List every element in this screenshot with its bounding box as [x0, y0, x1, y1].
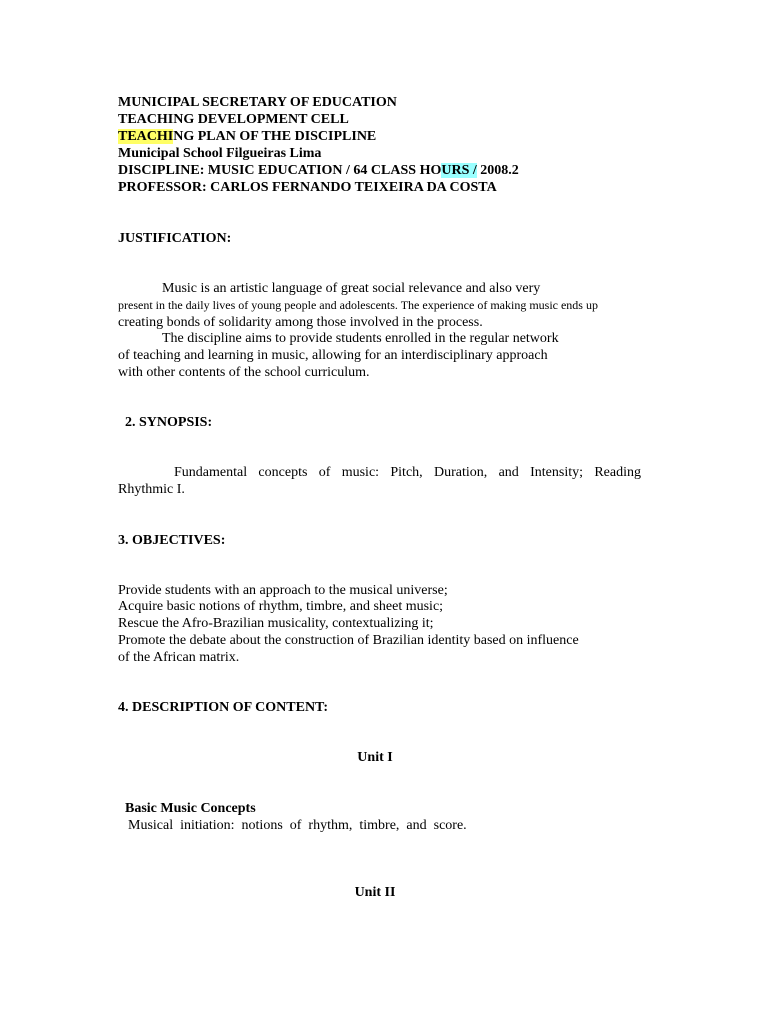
- objective-item-4: Promote the debate about the construction of Brazilian identity based on influence: [118, 633, 579, 648]
- content-heading: 4. DESCRIPTION OF CONTENT:: [118, 700, 329, 715]
- justification-line-6: with other contents of the school curriculum.: [118, 365, 370, 380]
- header-line-cell: TEACHING DEVELOPMENT CELL: [118, 112, 349, 127]
- header-line-plan-rest: NG PLAN OF THE DISCIPLINE: [173, 129, 377, 144]
- header-line-plan: [118, 128, 376, 145]
- justification-heading: JUSTIFICATION:: [118, 231, 232, 246]
- synopsis-line-1: Fundamental concepts of music: Pitch, Duration, and Intensity; Reading: [174, 465, 641, 480]
- unit-2-title: Unit II: [354, 885, 396, 900]
- synopsis-heading: 2. SYNOPSIS:: [125, 415, 213, 430]
- header-line-discipline: [118, 162, 519, 179]
- justification-line-4: The discipline aims to provide students enrolled in the regular network: [162, 331, 559, 346]
- unit-1-subtitle: Basic Music Concepts: [125, 801, 256, 816]
- objective-item-1: Provide students with an approach to the musical universe;: [118, 583, 448, 598]
- unit-1-title: Unit I: [357, 750, 393, 765]
- header-line-secretary: MUNICIPAL SECRETARY OF EDUCATION: [118, 95, 397, 110]
- discipline-text: DISCIPLINE: MUSIC EDUCATION / 64 CLASS HO: [118, 163, 442, 178]
- header-line-professor: PROFESSOR: CARLOS FERNANDO TEIXEIRA DA COSTA: [118, 180, 497, 195]
- justification-line-1: Music is an artistic language of great social relevance and also very: [162, 281, 541, 296]
- highlighted-text: TEACHI: [118, 129, 174, 144]
- highlighted-text: URS /: [441, 163, 477, 178]
- synopsis-line-2: Rhythmic I.: [118, 482, 185, 497]
- objective-item-3: Rescue the Afro-Brazilian musicality, contextualizing it;: [118, 616, 434, 631]
- objective-item-2: Acquire basic notions of rhythm, timbre, and sheet music;: [118, 599, 444, 614]
- justification-line-2: present in the daily lives of young people and adolescents. The experience of making music ends up: [118, 298, 598, 312]
- justification-line-5: of teaching and learning in music, allowing for an interdisciplinary approach: [118, 348, 548, 363]
- header-line-school: Municipal School Filgueiras Lima: [118, 146, 322, 161]
- discipline-year: 2008.2: [476, 163, 519, 178]
- justification-line-3: creating bonds of solidarity among those involved in the process.: [118, 315, 483, 330]
- objective-item-5: of the African matrix.: [118, 650, 240, 665]
- objectives-heading: 3. OBJECTIVES:: [118, 533, 226, 548]
- unit-1-text: Musical initiation: notions of rhythm, timbre, and score.: [128, 818, 467, 833]
